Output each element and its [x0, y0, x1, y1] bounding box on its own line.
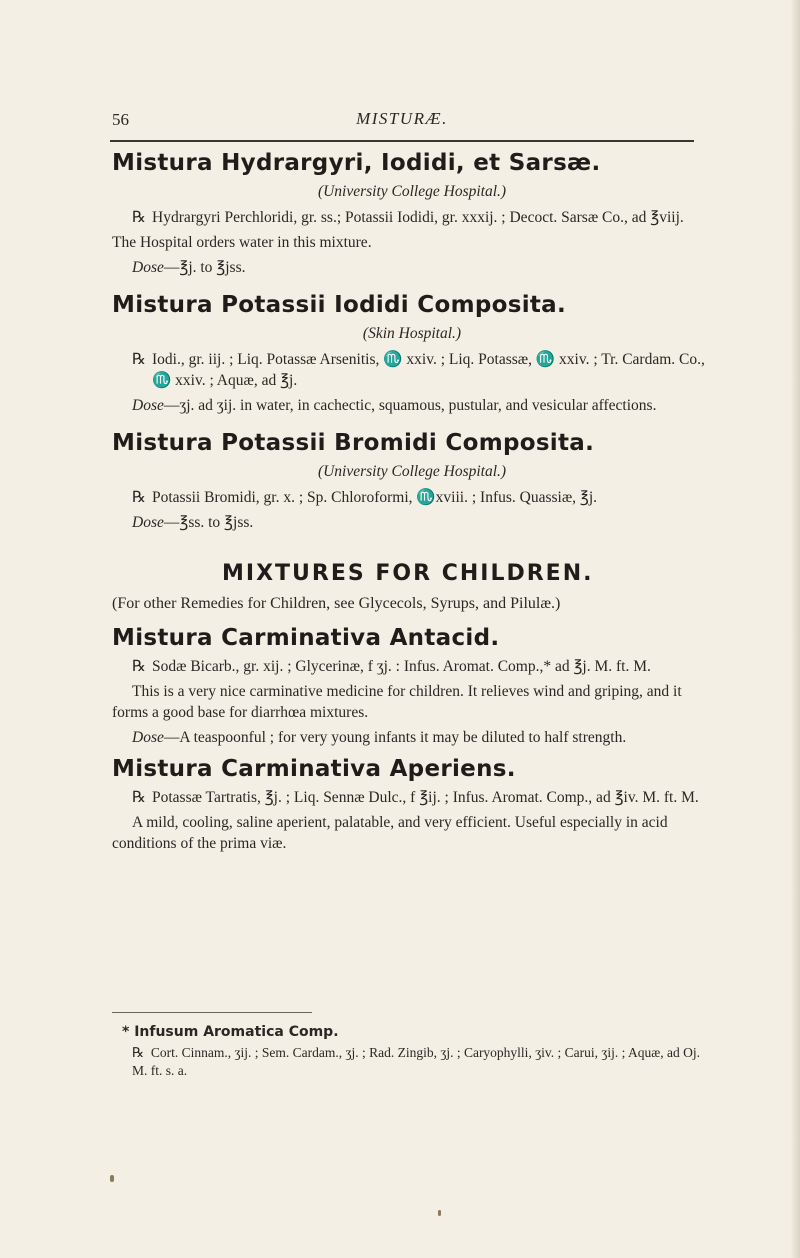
page-edge-shadow	[790, 0, 800, 1258]
prescription	[112, 656, 712, 677]
recipe-hydrargyri	[112, 148, 712, 278]
recipe-potassii-bromidi	[112, 428, 712, 533]
dose-text: —℥j. to ℥jss.	[163, 259, 246, 276]
page-number: 56	[112, 110, 129, 129]
recipe-carminativa-aperiens	[112, 754, 712, 854]
recipe-note: This is a very nice carminative medicine for children. It relieves wind and griping, and it forms a good base for diarrhœa mixtures.	[112, 683, 682, 721]
ink-speck	[438, 1210, 441, 1216]
dose-line	[112, 727, 712, 748]
prescription	[112, 207, 712, 228]
prescription-text: Hydrargyri Perchloridi, gr. ss.; Potassii Iodidi, gr. xxxij. ; Decoct. Sarsæ Co., ad ℥viij.	[152, 209, 684, 226]
ink-speck	[110, 1175, 114, 1182]
footnote-body: Cort. Cinnam., ʒij. ; Sem. Cardam., ʒj. ; Rad. Zingib, ʒj. ; Caryophylli, ʒiv. ; Carui, ʒij. ; Aquæ, ad Oj. M. ft. s. a.	[132, 1045, 701, 1078]
recipe-title: Mistura Carminativa Antacid.	[112, 625, 500, 651]
footnote-text	[132, 1044, 712, 1080]
dose-text: —A teaspoonful ; for very young infants it may be diluted to half strength.	[163, 729, 627, 746]
recipe-note: A mild, cooling, saline aperient, palatable, and very efficient. Useful especially in acid conditions of the prima viæ.	[112, 814, 668, 852]
recipe-title: Mistura Hydrargyri, Iodidi, et Sarsæ.	[112, 150, 601, 176]
recipe-source: (Skin Hospital.)	[362, 325, 462, 342]
dose-label: Dose	[132, 514, 164, 531]
dose-line	[112, 395, 712, 416]
recipe-note: The Hospital orders water in this mixture.	[112, 234, 372, 251]
recipe-title: Mistura Potassii Iodidi Composita.	[112, 292, 567, 318]
prescription-text: Potassii Bromidi, gr. x. ; Sp. Chloroformi, ♏xviii. ; Infus. Quassiæ, ℥j.	[152, 489, 598, 506]
recipe-title: Mistura Carminativa Aperiens.	[112, 756, 516, 782]
dose-label: Dose	[132, 259, 164, 276]
rx-icon: ℞	[132, 1045, 145, 1060]
running-title: MISTURÆ.	[356, 109, 448, 128]
children-note: (For other Remedies for Children, see Glycecols, Syrups, and Pilulæ.)	[112, 595, 561, 612]
prescription	[112, 349, 712, 391]
rx-icon: ℞	[132, 789, 146, 806]
recipe-carminativa-antacid	[112, 623, 712, 748]
recipe-source: (University College Hospital.)	[317, 463, 507, 480]
prescription-text: Potassæ Tartratis, ℥j. ; Liq. Sennæ Dulc., f ℥ij. ; Infus. Aromat. Comp., ad ℥iv. M. ft. M.	[152, 789, 699, 806]
footnote-rule	[112, 1012, 312, 1013]
prescription	[112, 487, 712, 508]
footnote-title: * Infusum Aromatica Comp.	[122, 1024, 339, 1040]
dose-line	[132, 512, 712, 533]
recipe-potassii-iodidi	[112, 290, 712, 416]
prescription-text: Iodi., gr. iij. ; Liq. Potassæ Arsenitis, ♏ xxiv. ; Liq. Potassæ, ♏ xxiv. ; Tr. Cardam. Co., ♏ xxiv. ; Aquæ, ad ℥j.	[152, 351, 705, 389]
prescription-text: Sodæ Bicarb., gr. xij. ; Glycerinæ, f ʒj. : Infus. Aromat. Comp.,* ad ℥j. M. ft. M.	[152, 658, 651, 675]
dose-label: Dose	[132, 397, 164, 414]
page-header	[112, 102, 692, 132]
recipe-title: Mistura Potassii Bromidi Composita.	[112, 430, 595, 456]
rx-icon: ℞	[132, 658, 146, 675]
dose-line	[132, 257, 712, 278]
dose-text: —ʒj. ad ʒij. in water, in cachectic, squamous, pustular, and vesicular affections.	[163, 397, 657, 414]
prescription	[112, 787, 712, 808]
header-rule	[110, 140, 694, 142]
rx-icon: ℞	[132, 209, 146, 226]
dose-text: —℥ss. to ℥jss.	[163, 514, 254, 531]
rx-icon: ℞	[132, 489, 146, 506]
recipe-source: (University College Hospital.)	[317, 183, 507, 200]
footnote	[112, 1022, 712, 1080]
children-heading: MIXTURES FOR CHILDREN.	[222, 561, 594, 586]
dose-label: Dose	[132, 729, 164, 746]
page-content	[112, 148, 712, 854]
rx-icon: ℞	[132, 351, 146, 368]
